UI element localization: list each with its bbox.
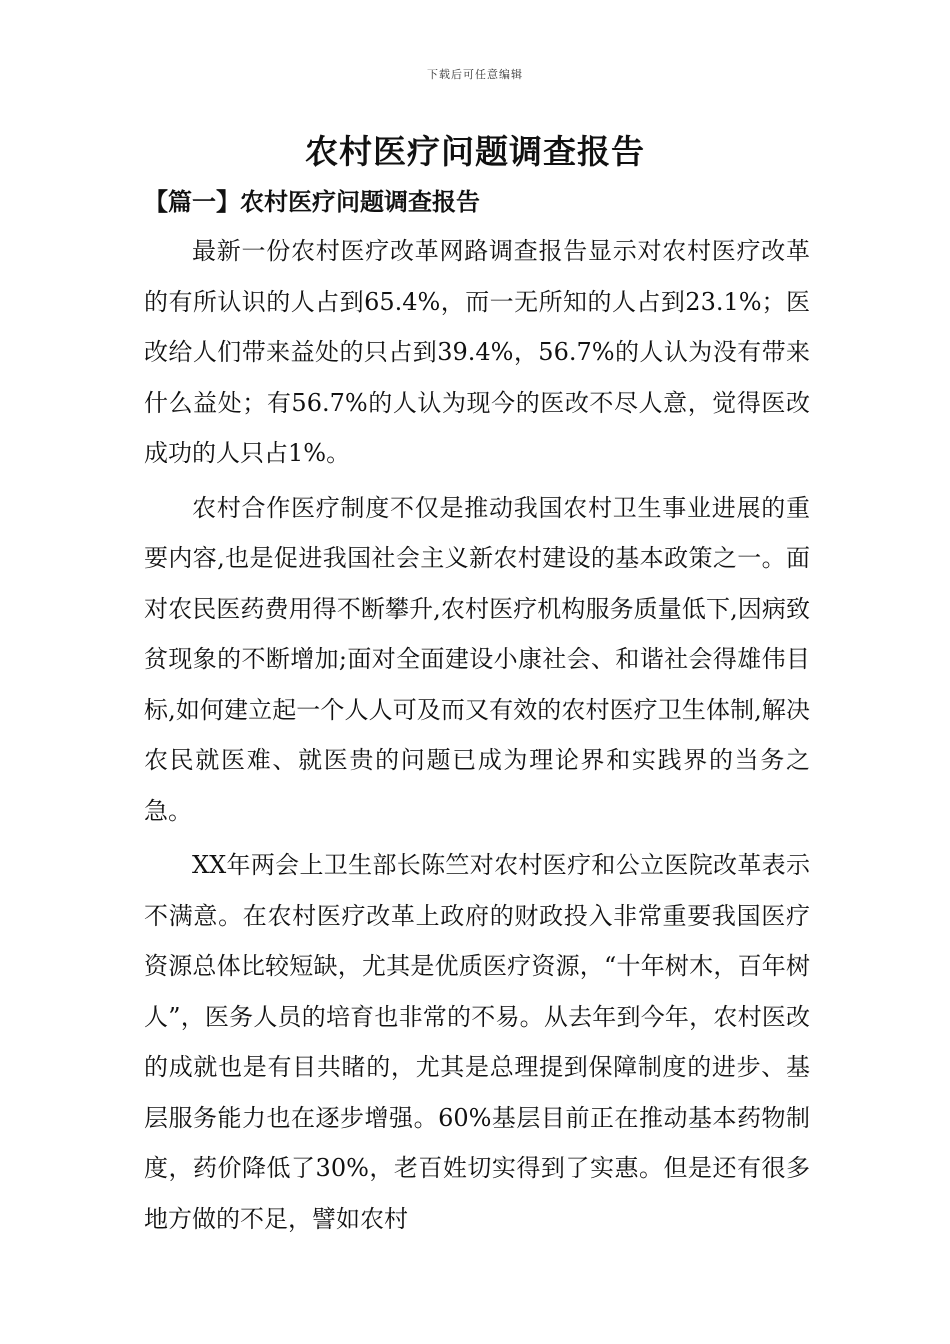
section-heading: 【篇一】农村医疗问题调查报告: [144, 187, 480, 216]
paragraph-3: XX年两会上卫生部长陈竺对农村医疗和公立医院改革表示不满意。在农村医疗改革上政府的财政投入非常重要我国医疗资源总体比较短缺，尤其是优质医疗资源，“十年树木，百年树人”，医务人员的培育也非常的不易。从去年到今年，农村医改的成就也是有目共睹的，尤其是总理提到保障制度的进步、基层服务能力也在逐步增强。60%基层目前正在推动基本药物制度，药价降低了30%，老百姓切实得到了实惠。但是还有很多地方做的不足，譬如农村: [144, 851, 810, 1233]
document-title: 农村医疗问题调查报告: [305, 132, 645, 171]
paragraph-1: 最新一份农村医疗改革网路调查报告显示对农村医疗改革的有所认识的人占到65.4%，而一无所知的人占到23.1%；医改给人们带来益处的只占到39.4%，56.7%的人认为没有带来什么益处；有56.7%的人认为现今的医改不尽人意，觉得医改成功的人只占1%。: [144, 237, 810, 467]
document-body: [144, 226, 810, 1248]
paragraph-2: 农村合作医疗制度不仅是推动我国农村卫生事业进展的重要内容,也是促进我国社会主义新农村建设的基本政策之一。面对农民医药费用得不断攀升,农村医疗机构服务质量低下,因病致贫现象的不断增加;面对全面建设小康社会、和谐社会得雄伟目标,如何建立起一个人人可及而又有效的农村医疗卫生体制,解决农民就医难、就医贵的问题已成为理论界和实践界的当务之急。: [144, 493, 810, 825]
header-note: 下载后可任意编辑: [427, 68, 523, 81]
